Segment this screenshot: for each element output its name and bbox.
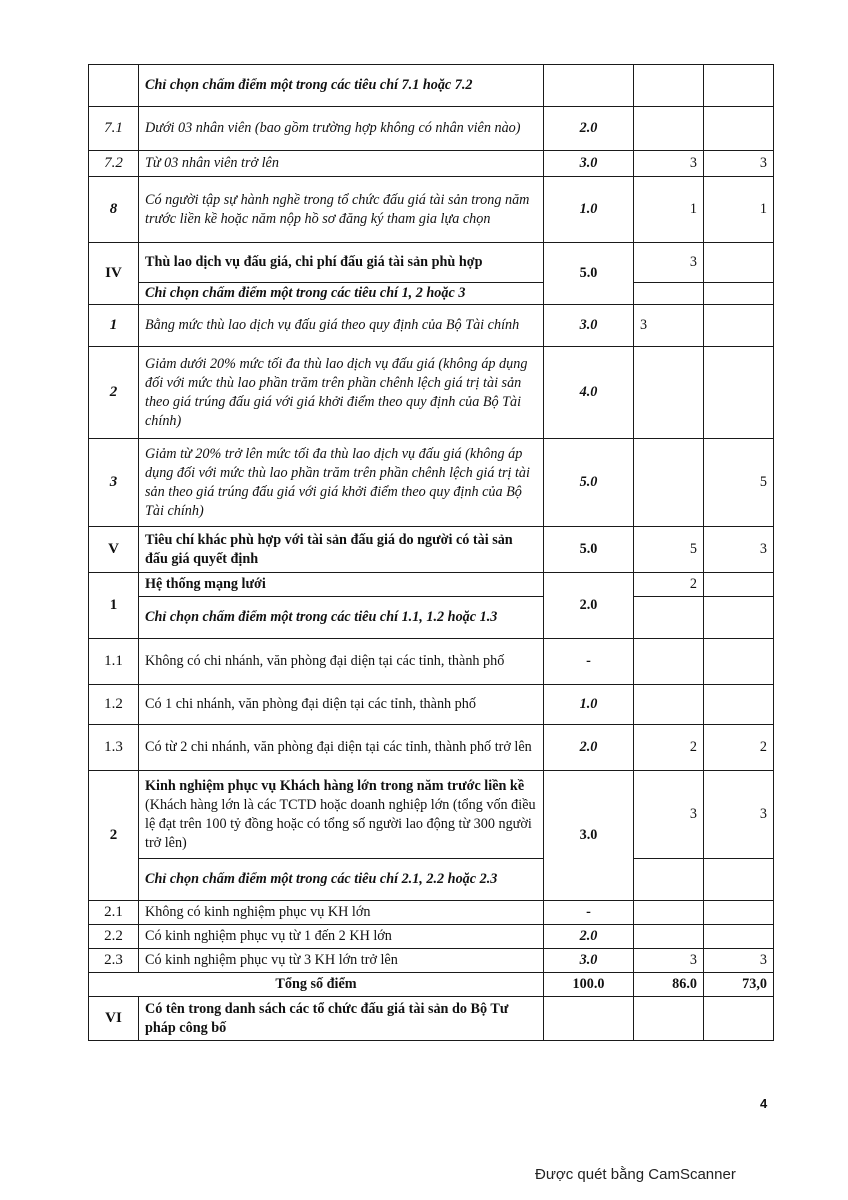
table-row <box>89 65 774 107</box>
max-score: 2.0 <box>544 573 634 639</box>
score-2 <box>704 639 774 685</box>
score-1-empty <box>634 859 704 901</box>
criteria-detail: (Khách hàng lớn là các TCTD hoặc doanh nghiệp lớn (tổng vốn điều lệ đạt trên 100 tỷ đồng hoặc có tổng số người lao động từ 300 người trở lên) <box>145 796 536 851</box>
table-row <box>89 439 774 527</box>
score-1: 5 <box>634 527 704 573</box>
row-number: 2.3 <box>89 949 139 973</box>
max-score: 5.0 <box>544 527 634 573</box>
score-1: 3 <box>634 151 704 177</box>
table-row <box>89 685 774 725</box>
max-score: 3.0 <box>544 771 634 901</box>
score-2 <box>704 347 774 439</box>
score-2-empty <box>704 597 774 639</box>
row-number: 1.2 <box>89 685 139 725</box>
max-score <box>544 65 634 107</box>
max-score: 4.0 <box>544 347 634 439</box>
table-row <box>89 639 774 685</box>
row-number: 7.2 <box>89 151 139 177</box>
table-row <box>89 771 774 859</box>
row-number: 1.3 <box>89 725 139 771</box>
table-row <box>89 107 774 151</box>
row-number: 8 <box>89 177 139 243</box>
criteria-text: Dưới 03 nhân viên (bao gồm trường hợp không có nhân viên nào) <box>139 107 544 151</box>
criteria-text: Có kinh nghiệm phục vụ từ 3 KH lớn trở lên <box>139 949 544 973</box>
table-row <box>89 347 774 439</box>
row-number: 2.2 <box>89 925 139 949</box>
score-1: 3 <box>634 243 704 283</box>
max-score: 1.0 <box>544 177 634 243</box>
max-score: 5.0 <box>544 243 634 305</box>
score-1 <box>634 347 704 439</box>
scanner-watermark: Được quét bằng CamScanner <box>535 1166 736 1183</box>
score-1 <box>634 107 704 151</box>
score-1-empty <box>634 597 704 639</box>
score-1 <box>634 997 704 1041</box>
score-2 <box>704 305 774 347</box>
score-2 <box>704 997 774 1041</box>
score-2 <box>704 573 774 597</box>
criteria-note: Chỉ chọn chấm điểm một trong các tiêu chí 1, 2 hoặc 3 <box>139 283 544 305</box>
table-row <box>89 925 774 949</box>
table-row <box>89 997 774 1041</box>
table-row <box>89 283 774 305</box>
score-2 <box>704 243 774 283</box>
max-score <box>544 997 634 1041</box>
score-2: 3 <box>704 527 774 573</box>
table-row <box>89 177 774 243</box>
score-1: 2 <box>634 573 704 597</box>
criteria-text: Có người tập sự hành nghề trong tổ chức đấu giá tài sản trong năm trước liền kề hoặc năm nộp hồ sơ đăng ký tham gia lựa chọn <box>139 177 544 243</box>
criteria-note: Chỉ chọn chấm điểm một trong các tiêu chí 2.1, 2.2 hoặc 2.3 <box>139 859 544 901</box>
table-row <box>89 597 774 639</box>
table-row <box>89 527 774 573</box>
table-row <box>89 949 774 973</box>
criteria-heading: Kinh nghiệm phục vụ Khách hàng lớn trong năm trước liền kề <box>145 777 525 794</box>
criteria-note: Chỉ chọn chấm điểm một trong các tiêu chí 1.1, 1.2 hoặc 1.3 <box>139 597 544 639</box>
max-score: 3.0 <box>544 305 634 347</box>
max-score: 2.0 <box>544 725 634 771</box>
score-1: 3 <box>634 305 704 347</box>
max-score: 3.0 <box>544 151 634 177</box>
table-row <box>89 243 774 283</box>
total-score-1: 86.0 <box>634 973 704 997</box>
score-1: 1 <box>634 177 704 243</box>
table-row <box>89 151 774 177</box>
criteria-text: Bằng mức thù lao dịch vụ đấu giá theo quy định của Bộ Tài chính <box>139 305 544 347</box>
score-1: 3 <box>634 771 704 859</box>
score-2-empty <box>704 283 774 305</box>
max-score: 5.0 <box>544 439 634 527</box>
max-score: - <box>544 901 634 925</box>
score-2 <box>704 901 774 925</box>
score-1 <box>634 65 704 107</box>
max-score: - <box>544 639 634 685</box>
score-2: 1 <box>704 177 774 243</box>
score-1 <box>634 925 704 949</box>
total-max: 100.0 <box>544 973 634 997</box>
score-2: 2 <box>704 725 774 771</box>
row-number <box>89 65 139 107</box>
criteria-text: Hệ thống mạng lưới <box>139 573 544 597</box>
row-number: 2 <box>89 347 139 439</box>
score-1 <box>634 439 704 527</box>
row-number: 1.1 <box>89 639 139 685</box>
score-2 <box>704 925 774 949</box>
criteria-text: Có tên trong danh sách các tổ chức đấu giá tài sản do Bộ Tư pháp công bố <box>139 997 544 1041</box>
row-number: 7.1 <box>89 107 139 151</box>
score-2-empty <box>704 859 774 901</box>
criteria-text: Có 1 chi nhánh, văn phòng đại diện tại các tỉnh, thành phố <box>139 685 544 725</box>
score-2: 3 <box>704 771 774 859</box>
criteria-text <box>139 771 544 859</box>
table-row <box>89 305 774 347</box>
table-row <box>89 573 774 597</box>
criteria-text: Giảm dưới 20% mức tối đa thù lao dịch vụ đấu giá (không áp dụng đối với mức thù lao phần trăm trên phần chênh lệch giá trị tài sản theo giá trúng đấu giá với giá khởi điểm theo quy định của Bộ Tài chính) <box>139 347 544 439</box>
table-row <box>89 859 774 901</box>
row-number: 2.1 <box>89 901 139 925</box>
total-score-2: 73,0 <box>704 973 774 997</box>
criteria-text: Tiêu chí khác phù hợp với tài sản đấu giá do người có tài sản đấu giá quyết định <box>139 527 544 573</box>
score-2 <box>704 65 774 107</box>
row-number: 1 <box>89 305 139 347</box>
total-label: Tổng số điểm <box>89 973 544 997</box>
max-score: 3.0 <box>544 949 634 973</box>
score-2 <box>704 685 774 725</box>
score-1: 3 <box>634 949 704 973</box>
row-number: 3 <box>89 439 139 527</box>
max-score: 2.0 <box>544 925 634 949</box>
score-2: 5 <box>704 439 774 527</box>
criteria-text: Từ 03 nhân viên trở lên <box>139 151 544 177</box>
criteria-text: Có kinh nghiệm phục vụ từ 1 đến 2 KH lớn <box>139 925 544 949</box>
score-1-empty <box>634 283 704 305</box>
score-1 <box>634 901 704 925</box>
criteria-text: Giảm từ 20% trở lên mức tối đa thù lao dịch vụ đấu giá (không áp dụng đối với mức thù lao phần trăm trên phần chênh lệch giá trị tài sản theo giá trúng đấu giá với giá khởi điểm theo quy định của Bộ Tài chính) <box>139 439 544 527</box>
max-score: 2.0 <box>544 107 634 151</box>
score-1 <box>634 639 704 685</box>
total-row <box>89 973 774 997</box>
row-number: IV <box>89 243 139 305</box>
score-1: 2 <box>634 725 704 771</box>
criteria-text: Có từ 2 chi nhánh, văn phòng đại diện tại các tỉnh, thành phố trở lên <box>139 725 544 771</box>
criteria-text: Chỉ chọn chấm điểm một trong các tiêu chí 7.1 hoặc 7.2 <box>139 65 544 107</box>
score-1 <box>634 685 704 725</box>
table-row <box>89 725 774 771</box>
row-number: 2 <box>89 771 139 901</box>
score-2 <box>704 107 774 151</box>
max-score: 1.0 <box>544 685 634 725</box>
row-number: V <box>89 527 139 573</box>
score-2: 3 <box>704 949 774 973</box>
criteria-text: Thù lao dịch vụ đấu giá, chi phí đấu giá tài sản phù hợp <box>139 243 544 283</box>
score-2: 3 <box>704 151 774 177</box>
table-row <box>89 901 774 925</box>
scoring-table <box>88 64 774 1041</box>
row-number: VI <box>89 997 139 1041</box>
criteria-text: Không có kinh nghiệm phục vụ KH lớn <box>139 901 544 925</box>
page-number: 4 <box>760 1096 768 1111</box>
row-number: 1 <box>89 573 139 639</box>
criteria-text: Không có chi nhánh, văn phòng đại diện tại các tỉnh, thành phố <box>139 639 544 685</box>
